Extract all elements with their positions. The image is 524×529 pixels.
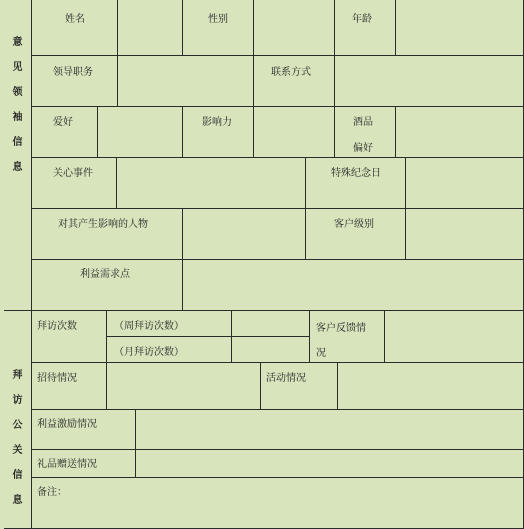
activity-value-cell[interactable]: [338, 363, 524, 410]
influencer-label-cell: [32, 209, 183, 260]
level-value-cell[interactable]: [406, 209, 524, 260]
notes-cell[interactable]: [32, 478, 524, 529]
contact-label-cell: [254, 56, 335, 107]
position-label-cell: [32, 56, 118, 107]
monthly-visits-label: （月拜访次数）: [114, 347, 184, 358]
age-label: 年龄: [352, 14, 372, 25]
incentive-label-cell: [32, 410, 136, 450]
influencer-value-cell[interactable]: [183, 209, 306, 260]
visits-label: 拜访次数: [37, 321, 77, 332]
hobby-label: 爱好: [53, 117, 73, 128]
section-visit-pr-header: [4, 311, 32, 529]
feedback-label-line1: 客户反馈情: [316, 323, 366, 334]
influencer-label: 对其产生影响的人物: [58, 219, 148, 230]
gift-label: 礼品赠送情况: [37, 459, 97, 470]
gift-value-cell[interactable]: [136, 450, 524, 478]
gender-label-cell: [183, 0, 254, 56]
monthly-visits-label-cell: [107, 337, 232, 363]
name-value-cell[interactable]: [118, 0, 183, 56]
interest-label-cell: [32, 260, 183, 311]
weekly-visits-label-cell: [107, 311, 232, 337]
influence-label-cell: [183, 107, 254, 158]
section-opinion-leader-title: 意 见 领 袖 信 息: [12, 37, 23, 173]
concern-label-cell: [32, 158, 117, 209]
anniversary-label-cell: [306, 158, 406, 209]
feedback-label-line2: 况: [316, 348, 326, 359]
weekly-visits-value-cell[interactable]: [232, 311, 310, 337]
reception-label-cell: [32, 363, 107, 410]
hobby-label-cell: [32, 107, 98, 158]
concern-label: 关心事件: [53, 168, 93, 179]
gender-value-cell[interactable]: [254, 0, 335, 56]
anniversary-value-cell[interactable]: [406, 158, 524, 209]
notes-label: 备注：: [37, 487, 67, 498]
reception-value-cell[interactable]: [107, 363, 261, 410]
name-label: 姓名: [65, 14, 85, 25]
age-value-cell[interactable]: [396, 0, 524, 56]
feedback-value-cell[interactable]: [385, 311, 524, 363]
gender-label: 性别: [208, 14, 228, 25]
interest-label: 利益需求点: [80, 269, 130, 280]
section-visit-pr-title: 拜 访 公 关 信 息: [12, 370, 23, 506]
wine-label-line1: 酒品: [353, 117, 373, 128]
name-label-cell: [32, 0, 118, 56]
level-label: 客户级别: [334, 219, 374, 230]
gift-label-cell: [32, 450, 136, 478]
weekly-visits-label: （周拜访次数）: [114, 321, 184, 332]
activity-label-cell: [261, 363, 338, 410]
visits-label-cell: [32, 311, 107, 363]
hobby-value-cell[interactable]: [98, 107, 183, 158]
age-label-cell: [335, 0, 396, 56]
incentive-label: 利益激励情况: [37, 419, 97, 430]
anniversary-label: 特殊纪念日: [331, 168, 381, 179]
position-label: 领导职务: [53, 67, 93, 78]
contact-value-cell[interactable]: [335, 56, 524, 107]
wine-label-cell: [335, 107, 396, 158]
influence-value-cell[interactable]: [254, 107, 335, 158]
activity-label: 活动情况: [266, 373, 306, 384]
concern-value-cell[interactable]: [117, 158, 306, 209]
wine-value-cell[interactable]: [396, 107, 524, 158]
section-opinion-leader-header: [4, 0, 32, 311]
wine-label-line2: 偏好: [353, 143, 373, 154]
influence-label: 影响力: [202, 117, 232, 128]
position-value-cell[interactable]: [118, 56, 254, 107]
interest-value-cell[interactable]: [183, 260, 524, 311]
feedback-label-cell: [310, 311, 385, 363]
incentive-value-cell[interactable]: [136, 410, 524, 450]
level-label-cell: [306, 209, 406, 260]
reception-label: 招待情况: [37, 373, 77, 384]
monthly-visits-value-cell[interactable]: [232, 337, 310, 363]
contact-label: 联系方式: [271, 67, 311, 78]
